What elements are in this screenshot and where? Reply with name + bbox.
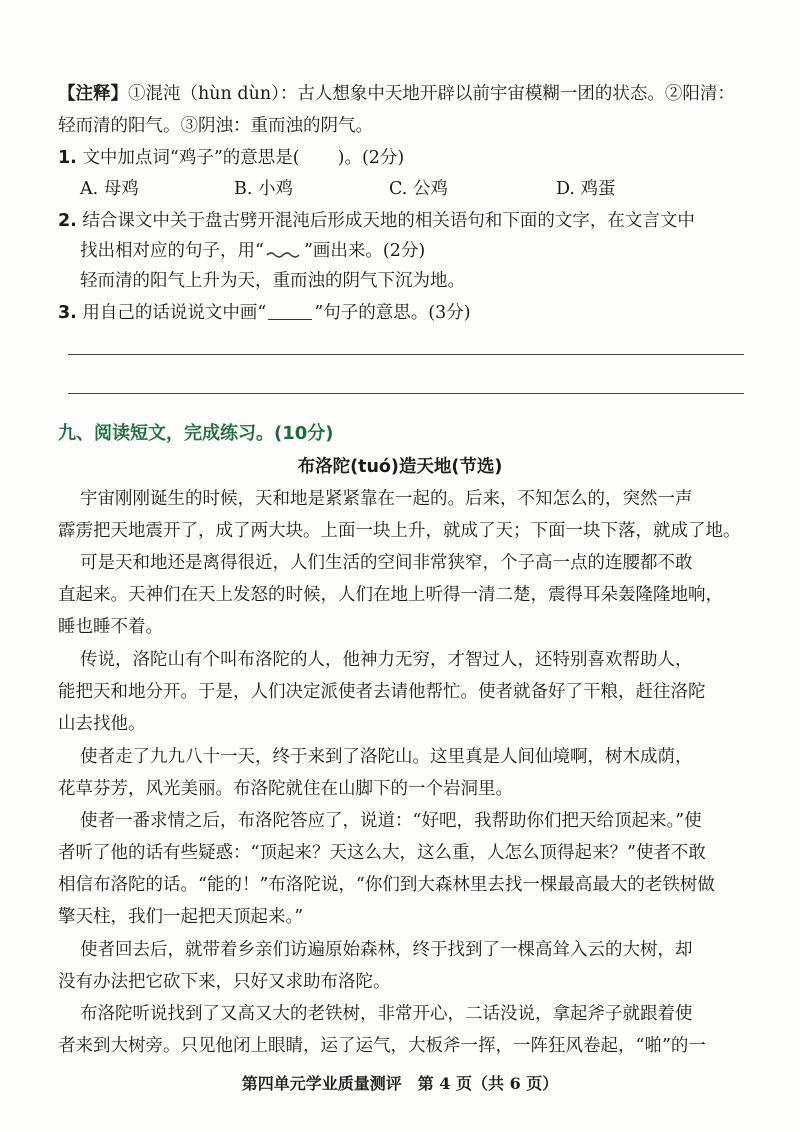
article-line-11: 使者一番求情之后，布洛陀答应了，说道：“好吧，我帮助你们把天给顶起来。”使 <box>80 811 702 831</box>
question-3-text-before: 用自己的话说说文中画“ <box>82 303 267 323</box>
question-3-number: 3. <box>58 303 77 323</box>
article-line-16: 没有办法把它砍下来，只好又求助布洛陀。 <box>58 972 391 992</box>
note-tag: 【注释】 <box>58 84 128 104</box>
question-2-line-1 <box>58 209 695 233</box>
article-line-1: 宇宙刚刚诞生的时候，天和地是紧紧靠在一起的。后来，不知怎么的，突然一声 <box>80 489 693 509</box>
question-2-text-after: ”画出来。(2分) <box>303 241 426 261</box>
question-1 <box>58 146 404 170</box>
article-line-17: 布洛陀听说找到了又高又大的老铁树，非常开心，二话没说，拿起斧子就跟着使 <box>80 1004 693 1024</box>
question-1-text-after: )。(2分) <box>337 148 405 168</box>
question-2-text-before: 找出相对应的句子，用“ <box>80 241 264 261</box>
question-2-line-2 <box>80 239 425 263</box>
option-c[interactable]: C. 公鸡 <box>389 179 448 199</box>
article-line-4: 直起来。天神们在天上发怒的时候，人们在地上听得一清二楚，震得耳朵轰隆隆地响， <box>58 585 723 605</box>
article-line-18: 者来到大树旁。只见他闭上眼睛，运了运气，大板斧一挥，一阵狂风卷起，“啪”的一 <box>58 1036 706 1056</box>
page-footer: 第四单元学业质量测评 第 4 页（共 6 页） <box>241 1074 559 1093</box>
article-line-7: 能把天和地分开。于是，人们决定派使者去请他帮忙。使者就备好了干粮，赶往洛陀 <box>58 682 706 702</box>
question-2-text-1: 结合课文中关于盘古劈开混沌后形成天地的相关语句和下面的文字，在文言文中 <box>82 211 695 231</box>
note-line-2: 轻而清的阳气。③阴浊：重而浊的阴气。 <box>58 116 373 136</box>
article-line-15: 使者回去后，就带着乡亲们访遍原始森林，终于找到了一棵高耸入云的大树，却 <box>80 940 693 960</box>
answer-line-1[interactable] <box>68 354 744 355</box>
article-line-2: 霹雳把天地震开了，成了两大块。上面一块上升，就成了天；下面一块下落，就成了地。 <box>58 521 741 541</box>
article-line-9: 使者走了九九八十一天，终于来到了洛陀山。这里真是人间仙境啊，树木成荫， <box>80 747 693 767</box>
note-line-1 <box>58 82 735 106</box>
article-line-8: 山去找他。 <box>58 714 146 734</box>
note-text-1: ①混沌（hùn dùn）：古人想象中天地开辟以前宇宙模糊一团的状态。②阳清： <box>128 84 735 104</box>
article-title: 布洛陀(tuó)造天地(节选) <box>297 457 503 477</box>
straight-underline-mark <box>268 303 312 320</box>
option-b[interactable]: B. 小鸡 <box>234 179 293 199</box>
article-line-3: 可是天和地还是离得很近，人们生活的空间非常狭窄，个子高一点的连腰都不敢 <box>80 553 693 573</box>
article-line-5: 睡也睡不着。 <box>58 617 163 637</box>
article-line-13: 相信布洛陀的话。“能的！”布洛陀说，“你们到大森林里去找一棵最高最大的老铁树做 <box>58 875 715 895</box>
question-1-number: 1. <box>58 148 77 168</box>
question-2-quote: 轻而清的阳气上升为天，重而浊的阴气下沉为地。 <box>80 271 465 291</box>
option-a[interactable]: A. 母鸡 <box>80 179 139 199</box>
question-2-number: 2. <box>58 211 77 231</box>
question-3 <box>58 301 471 325</box>
article-line-10: 花草芬芳，风光美丽。布洛陀就住在山脚下的一个岩洞里。 <box>58 779 513 799</box>
option-d[interactable]: D. 鸡蛋 <box>556 179 616 199</box>
question-3-text-after: ”句子的意思。(3分) <box>314 303 471 323</box>
article-line-12: 者听了他的话有些疑惑：“顶起来？天这么大，这么重，人怎么顶得起来？”使者不敢 <box>58 843 706 863</box>
answer-line-2[interactable] <box>68 393 744 394</box>
article-line-6: 传说，洛陀山有个叫布洛陀的人，他神力无穷，才智过人，还特别喜欢帮助人， <box>80 650 693 670</box>
question-1-text-before: 文中加点词“鸡子”的意思是( <box>82 148 300 168</box>
section-9-title: 九、阅读短文，完成练习。(10分) <box>58 423 334 444</box>
article-line-14: 擎天柱，我们一起把天顶起来。” <box>58 907 304 927</box>
wavy-underline-icon <box>266 246 302 260</box>
